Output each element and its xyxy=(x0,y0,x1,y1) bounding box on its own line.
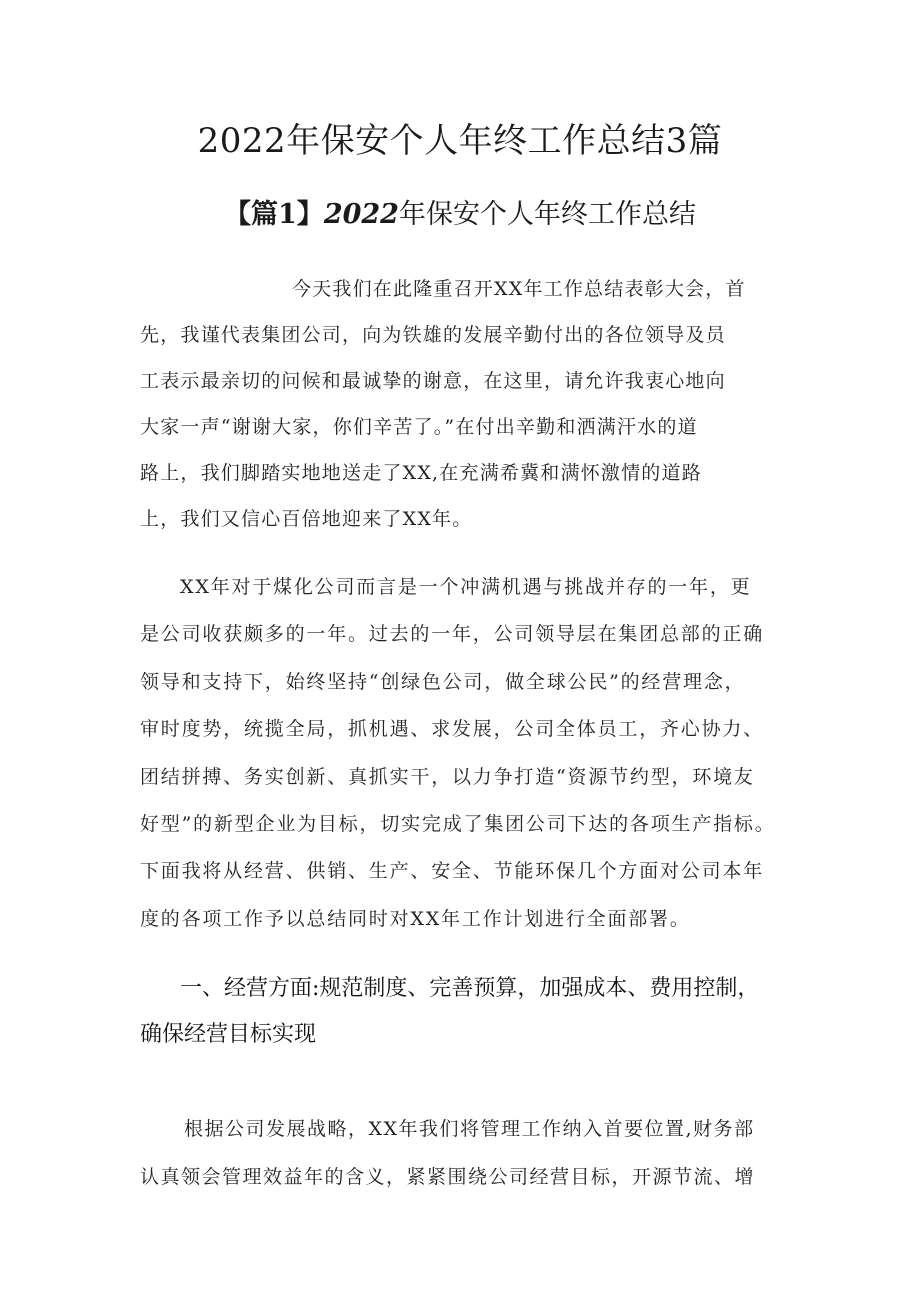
section-heading-text: 年保安个人年终工作总结 xyxy=(398,199,696,230)
paragraph-line: 好型”的新型企业为目标，切实完成了集团公司下达的各项生产指标。 xyxy=(140,813,776,836)
paragraph-opening xyxy=(140,266,800,542)
paragraph-line: 今天我们在此隆重召开XX年工作总结表彰大会，首 xyxy=(292,278,746,300)
paragraph-line: 上，我们又信心百倍地迎来了XX年。 xyxy=(140,508,473,530)
subheading-line: 确保经营目标实现 xyxy=(140,1022,317,1047)
section-heading xyxy=(0,195,920,235)
paragraph-line: 工表示最亲切的问候和最诚挚的谢意，在这里，请允许我衷心地向 xyxy=(140,370,726,392)
paragraph-line: 根据公司发展战略，XX年我们将管理工作纳入首要位置,财务部 xyxy=(184,1118,755,1140)
paragraph-line: 下面我将从经营、供销、生产、安全、节能环保几个方面对公司本年 xyxy=(140,860,765,883)
paragraph-line: 领导和支持下，始终坚持“创绿色公司，做全球公民”的经营理念， xyxy=(140,670,746,693)
paragraph-line: 大家一声“谢谢大家，你们辛苦了。”在付出辛勤和洒满汗水的道 xyxy=(140,416,698,438)
paragraph-line: 路上，我们脚踏实地地送走了XX,在充满希冀和满怀激情的道路 xyxy=(140,462,702,484)
subheading-operations xyxy=(140,966,820,1058)
paragraph-review xyxy=(140,564,800,943)
paragraph-line: 团结拼搏、务实创新、真抓实干，以力争打造“资源节约型，环境友 xyxy=(140,765,755,788)
paragraph-line: 是公司收获颇多的一年。过去的一年，公司领导层在集团总部的正确 xyxy=(140,623,765,646)
document-title: 2022年保安个人年终工作总结3篇 xyxy=(197,121,723,161)
paragraph-strategy xyxy=(140,1105,800,1201)
paragraph-line: 认真领会管理效益年的含义，紧紧围绕公司经营目标，开源节流、增 xyxy=(140,1166,756,1188)
subheading-line: 一、经营方面:规范制度、完善预算，加强成本、费用控制， xyxy=(180,976,760,1001)
section-year: 2022 xyxy=(323,199,399,230)
paragraph-line: 度的各项工作予以总结同时对XX年工作计划进行全面部署。 xyxy=(140,907,691,930)
paragraph-line: 审时度势，统揽全局，抓机遇、求发展，公司全体员工，齐心协力、 xyxy=(140,718,765,741)
paragraph-line: 先，我谨代表集团公司，向为铁雄的发展辛勤付出的各位领导及员 xyxy=(140,324,726,346)
section-label: 【篇1】 xyxy=(224,199,324,230)
paragraph-line: XX年对于煤化公司而言是一个冲满机遇与挑战并存的一年，更 xyxy=(180,576,752,598)
